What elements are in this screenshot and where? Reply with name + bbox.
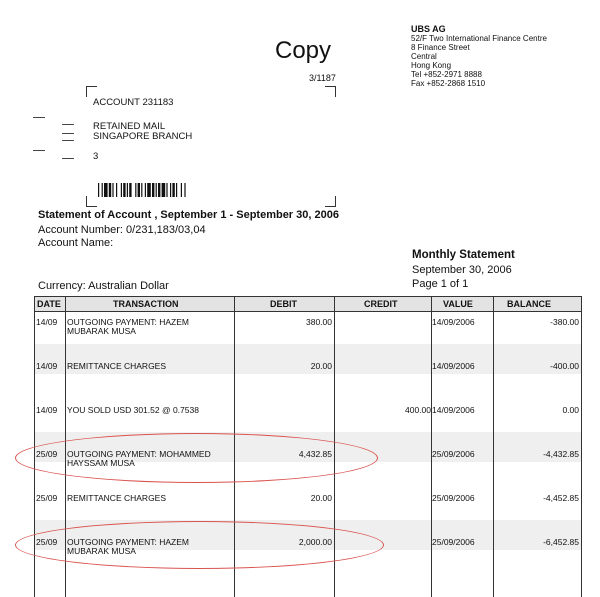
fold-mark <box>62 158 74 159</box>
fold-mark <box>62 140 74 141</box>
cell-transaction-cont: MUBARAK MUSA <box>67 546 136 556</box>
cell-date: 25/09 <box>36 493 58 503</box>
highlight-oval <box>15 433 378 483</box>
bank-address-line: Hong Kong <box>411 61 452 70</box>
window-corner-top-right <box>325 86 336 97</box>
cell-balance: -4,432.85 <box>543 449 579 459</box>
cell-debit: 380.00 <box>306 317 332 327</box>
address-account: ACCOUNT 231183 <box>93 97 174 108</box>
cell-value-date: 14/09/2006 <box>432 405 475 415</box>
cell-value-date: 14/09/2006 <box>432 361 475 371</box>
cell-transaction: OUTGOING PAYMENT: HAZEM <box>67 317 189 327</box>
currency-line: Currency: Australian Dollar <box>38 280 169 292</box>
barcode <box>98 183 225 197</box>
cell-date: 25/09 <box>36 449 58 459</box>
table-header <box>35 297 581 312</box>
cell-transaction: REMITTANCE CHARGES <box>67 493 167 503</box>
reference-number: 3/1187 <box>309 73 336 83</box>
address-line: RETAINED MAIL <box>93 121 166 132</box>
bank-phone: Tel +852-2971 8888 <box>411 70 482 79</box>
header-date: DATE <box>37 299 61 309</box>
cell-value-date: 25/09/2006 <box>432 537 475 547</box>
window-corner-top-left <box>86 86 97 97</box>
address-line: 3 <box>93 151 99 162</box>
cell-date: 25/09 <box>36 537 58 547</box>
header-balance: BALANCE <box>507 299 551 309</box>
bank-fax: Fax +852-2868 1510 <box>411 79 486 88</box>
cell-balance: -380.00 <box>550 317 579 327</box>
cell-value-date: 14/09/2006 <box>432 317 475 327</box>
cell-transaction: OUTGOING PAYMENT: HAZEM <box>67 537 189 547</box>
address-line: SINGAPORE BRANCH <box>93 131 193 142</box>
bank-address-block <box>411 25 547 88</box>
statement-date: September 30, 2006 <box>412 264 512 276</box>
cell-debit: 4,432.85 <box>298 449 332 459</box>
bank-name: UBS AG <box>411 24 446 34</box>
cell-transaction: OUTGOING PAYMENT: MOHAMMED <box>67 449 211 459</box>
header-transaction: TRANSACTION <box>113 299 179 309</box>
statement-title: Statement of Account , September 1 - September 30, 2006 <box>38 209 339 221</box>
account-name: Account Name: <box>38 237 114 249</box>
cell-balance: -4,452.85 <box>543 493 579 503</box>
page-indicator: Page 1 of 1 <box>412 278 469 290</box>
window-corner-bottom-right <box>325 196 336 207</box>
bank-address-line: Central <box>411 52 437 61</box>
document-title: Copy <box>275 37 332 64</box>
header-value: VALUE <box>443 299 473 309</box>
monthly-statement-title: Monthly Statement <box>412 249 515 261</box>
cell-value-date: 25/09/2006 <box>432 493 475 503</box>
account-number: Account Number: 0/231,183/03,04 <box>38 224 206 236</box>
fold-mark <box>62 124 74 125</box>
cell-transaction: YOU SOLD USD 301.52 @ 0.7538 <box>67 405 199 415</box>
fold-mark <box>33 150 45 151</box>
fold-mark <box>62 133 74 134</box>
cell-date: 14/09 <box>36 405 58 415</box>
cell-transaction-cont: MUBARAK MUSA <box>67 326 136 336</box>
cell-balance: -6,452.85 <box>543 537 579 547</box>
bank-address-line: 52/F Two International Finance Centre <box>411 34 547 43</box>
column-divider <box>493 297 494 597</box>
highlight-oval <box>15 521 384 569</box>
fold-mark <box>33 117 45 118</box>
cell-balance: 0.00 <box>562 405 579 415</box>
cell-credit: 400.00 <box>405 405 431 415</box>
bank-address-line: 8 Finance Street <box>411 43 470 52</box>
cell-date: 14/09 <box>36 317 58 327</box>
cell-debit: 2,000.00 <box>298 537 332 547</box>
cell-transaction-cont: HAYSSAM MUSA <box>67 458 135 468</box>
column-divider <box>431 297 432 597</box>
cell-balance: -400.00 <box>550 361 579 371</box>
cell-debit: 20.00 <box>310 361 332 371</box>
header-credit: CREDIT <box>364 299 398 309</box>
header-debit: DEBIT <box>270 299 297 309</box>
cell-transaction: REMITTANCE CHARGES <box>67 361 167 371</box>
cell-value-date: 25/09/2006 <box>432 449 475 459</box>
cell-debit: 20.00 <box>310 493 332 503</box>
window-corner-bottom-left <box>86 196 97 207</box>
cell-date: 14/09 <box>36 361 58 371</box>
